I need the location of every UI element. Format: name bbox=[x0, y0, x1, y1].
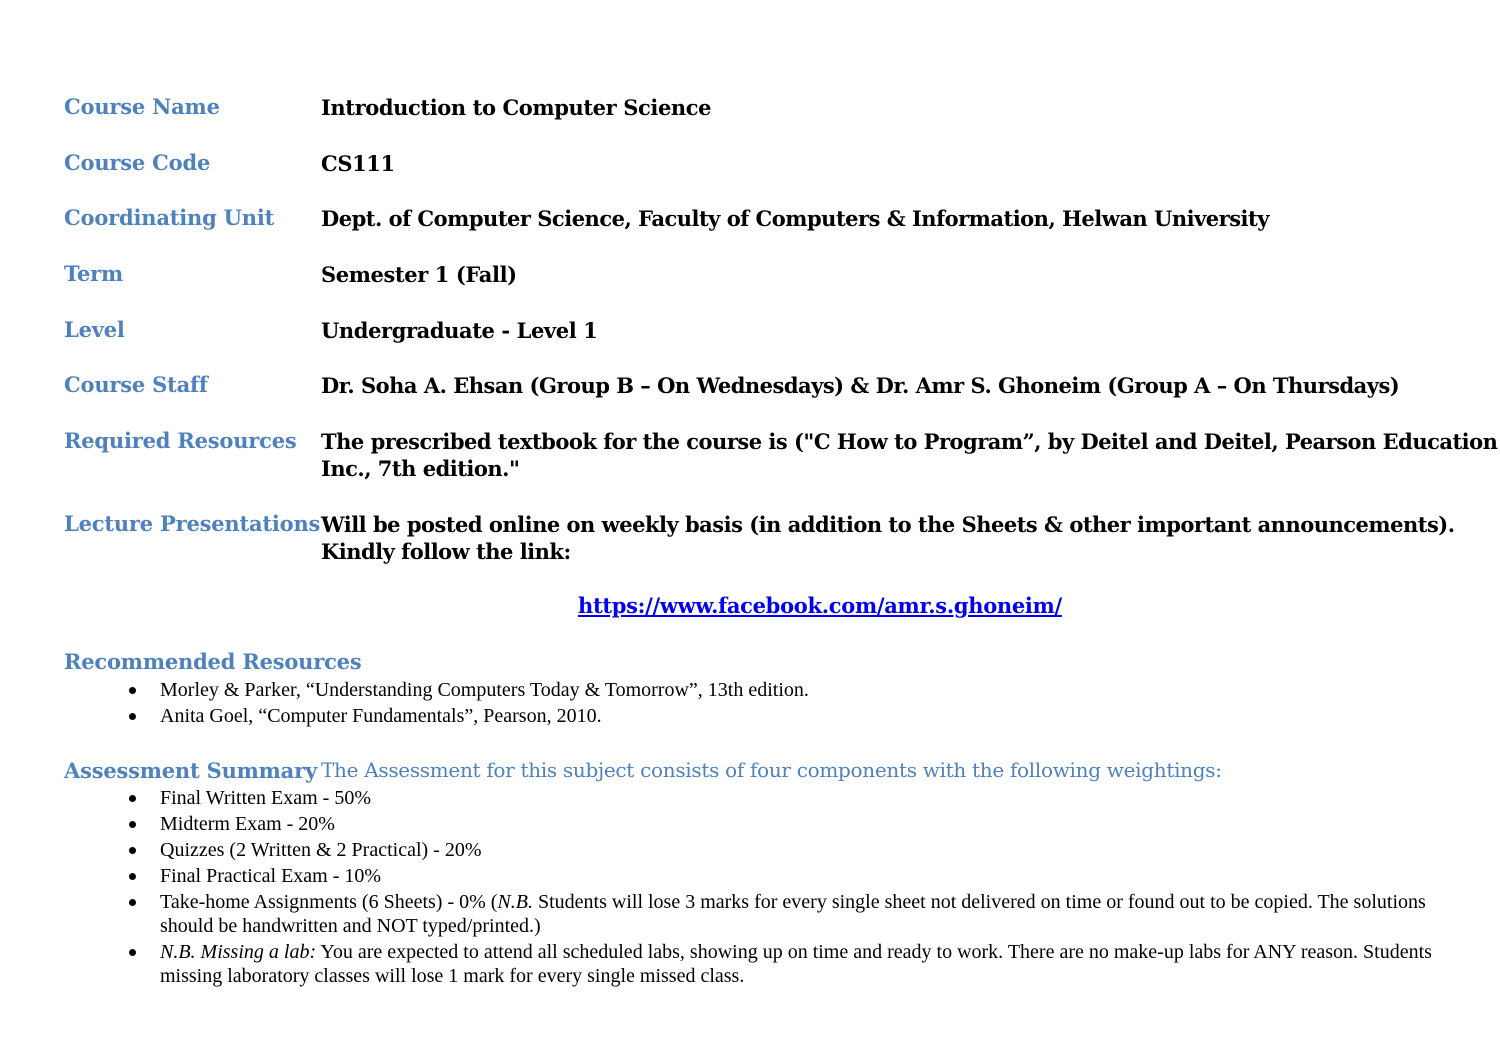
assessment-list bbox=[0, 786, 1440, 990]
coordinating-unit-text: Dept. of Computer Science, Faculty of Computers & Information, Helwan University bbox=[321, 206, 1269, 231]
assessment-item-text bbox=[160, 940, 1440, 988]
recommended-resources-list bbox=[0, 678, 1440, 730]
list-item bbox=[0, 838, 1440, 862]
course-code-text: CS111 bbox=[321, 151, 395, 176]
coordinating-unit-value bbox=[321, 205, 1441, 232]
list-item bbox=[0, 890, 1440, 938]
missing-lab-text: You are expected to attend all scheduled labs, showing up on time and ready to work. There are no make-up labs for ANY reason. Students missing laboratory classes will lose 1 mark for every single missed class. bbox=[160, 941, 1432, 987]
course-name-label: Course Name bbox=[64, 94, 220, 119]
level-value bbox=[321, 317, 1441, 344]
list-item bbox=[0, 678, 1440, 702]
list-item bbox=[0, 812, 1440, 836]
term-label: Term bbox=[64, 261, 124, 286]
assessment-item-text-end: Students will lose 3 marks for every single sheet not delivered on time or found out to be copied. The solutions should be handwritten and NOT typed/printed.) bbox=[160, 891, 1426, 937]
bullet-icon bbox=[129, 713, 136, 720]
required-resources-line-1: The prescribed textbook for the course is ("C How to Program”, by Deitel and Deitel, Pearson Education bbox=[321, 429, 1498, 454]
bullet-icon bbox=[129, 873, 136, 880]
lecture-presentations-label: Lecture Presentations bbox=[64, 511, 321, 536]
course-staff-label: Course Staff bbox=[64, 372, 208, 397]
course-name-value bbox=[321, 94, 1441, 121]
assessment-item-text: Midterm Exam - 20% bbox=[160, 813, 335, 835]
assessment-item-text: Final Written Exam - 50% bbox=[160, 787, 372, 809]
required-resources-label: Required Resources bbox=[64, 428, 297, 453]
bullet-icon bbox=[129, 949, 136, 956]
assessment-item-text: Quizzes (2 Written & 2 Practical) - 20% bbox=[160, 839, 482, 861]
assessment-intro: The Assessment for this subject consists of four components with the following weightings: bbox=[321, 758, 1222, 782]
level-text: Undergraduate - Level 1 bbox=[321, 318, 598, 343]
nb-italic-label: N.B. bbox=[497, 891, 533, 913]
assessment-item-text bbox=[160, 890, 1440, 938]
assessment-summary-title: Assessment Summary bbox=[64, 758, 317, 783]
course-staff-text: Dr. Soha A. Ehsan (Group B – On Wednesdays) & Dr. Amr S. Ghoneim (Group A – On Thursdays) bbox=[321, 373, 1400, 398]
bullet-icon bbox=[129, 687, 136, 694]
assessment-item-text-start: Take-home Assignments (6 Sheets) - 0% ( bbox=[160, 891, 498, 913]
list-item bbox=[0, 786, 1440, 810]
course-code-value bbox=[321, 150, 1441, 177]
required-resources-value bbox=[321, 428, 1498, 482]
course-name-text: Introduction to Computer Science bbox=[321, 95, 712, 120]
list-item bbox=[0, 940, 1440, 988]
lecture-presentations-value bbox=[321, 511, 1455, 565]
lecture-presentations-line-2: Kindly follow the link: bbox=[321, 539, 571, 564]
level-label: Level bbox=[64, 317, 125, 342]
recommended-item-text: Anita Goel, “Computer Fundamentals”, Pearson, 2010. bbox=[160, 705, 602, 727]
assessment-item-text: Final Practical Exam - 10% bbox=[160, 865, 382, 887]
list-item bbox=[0, 704, 1440, 728]
required-resources-line-2: Inc., 7th edition." bbox=[321, 456, 520, 481]
facebook-link[interactable]: https://www.facebook.com/amr.s.ghoneim/ bbox=[578, 593, 1062, 618]
course-staff-value bbox=[321, 372, 1441, 399]
bullet-icon bbox=[129, 795, 136, 802]
bullet-icon bbox=[129, 821, 136, 828]
course-code-label: Course Code bbox=[64, 150, 211, 175]
missing-lab-italic-label: N.B. Missing a lab: bbox=[160, 941, 317, 963]
recommended-resources-title: Recommended Resources bbox=[64, 649, 362, 674]
term-value bbox=[321, 261, 1441, 288]
recommended-item-text: Morley & Parker, “Understanding Computers Today & Tomorrow”, 13th edition. bbox=[160, 679, 809, 701]
lecture-presentations-line-1: Will be posted online on weekly basis (in addition to the Sheets & other important announcements). bbox=[321, 512, 1455, 537]
bullet-icon bbox=[129, 899, 136, 906]
coordinating-unit-label: Coordinating Unit bbox=[64, 205, 275, 230]
term-text: Semester 1 (Fall) bbox=[321, 262, 517, 287]
bullet-icon bbox=[129, 847, 136, 854]
list-item bbox=[0, 864, 1440, 888]
